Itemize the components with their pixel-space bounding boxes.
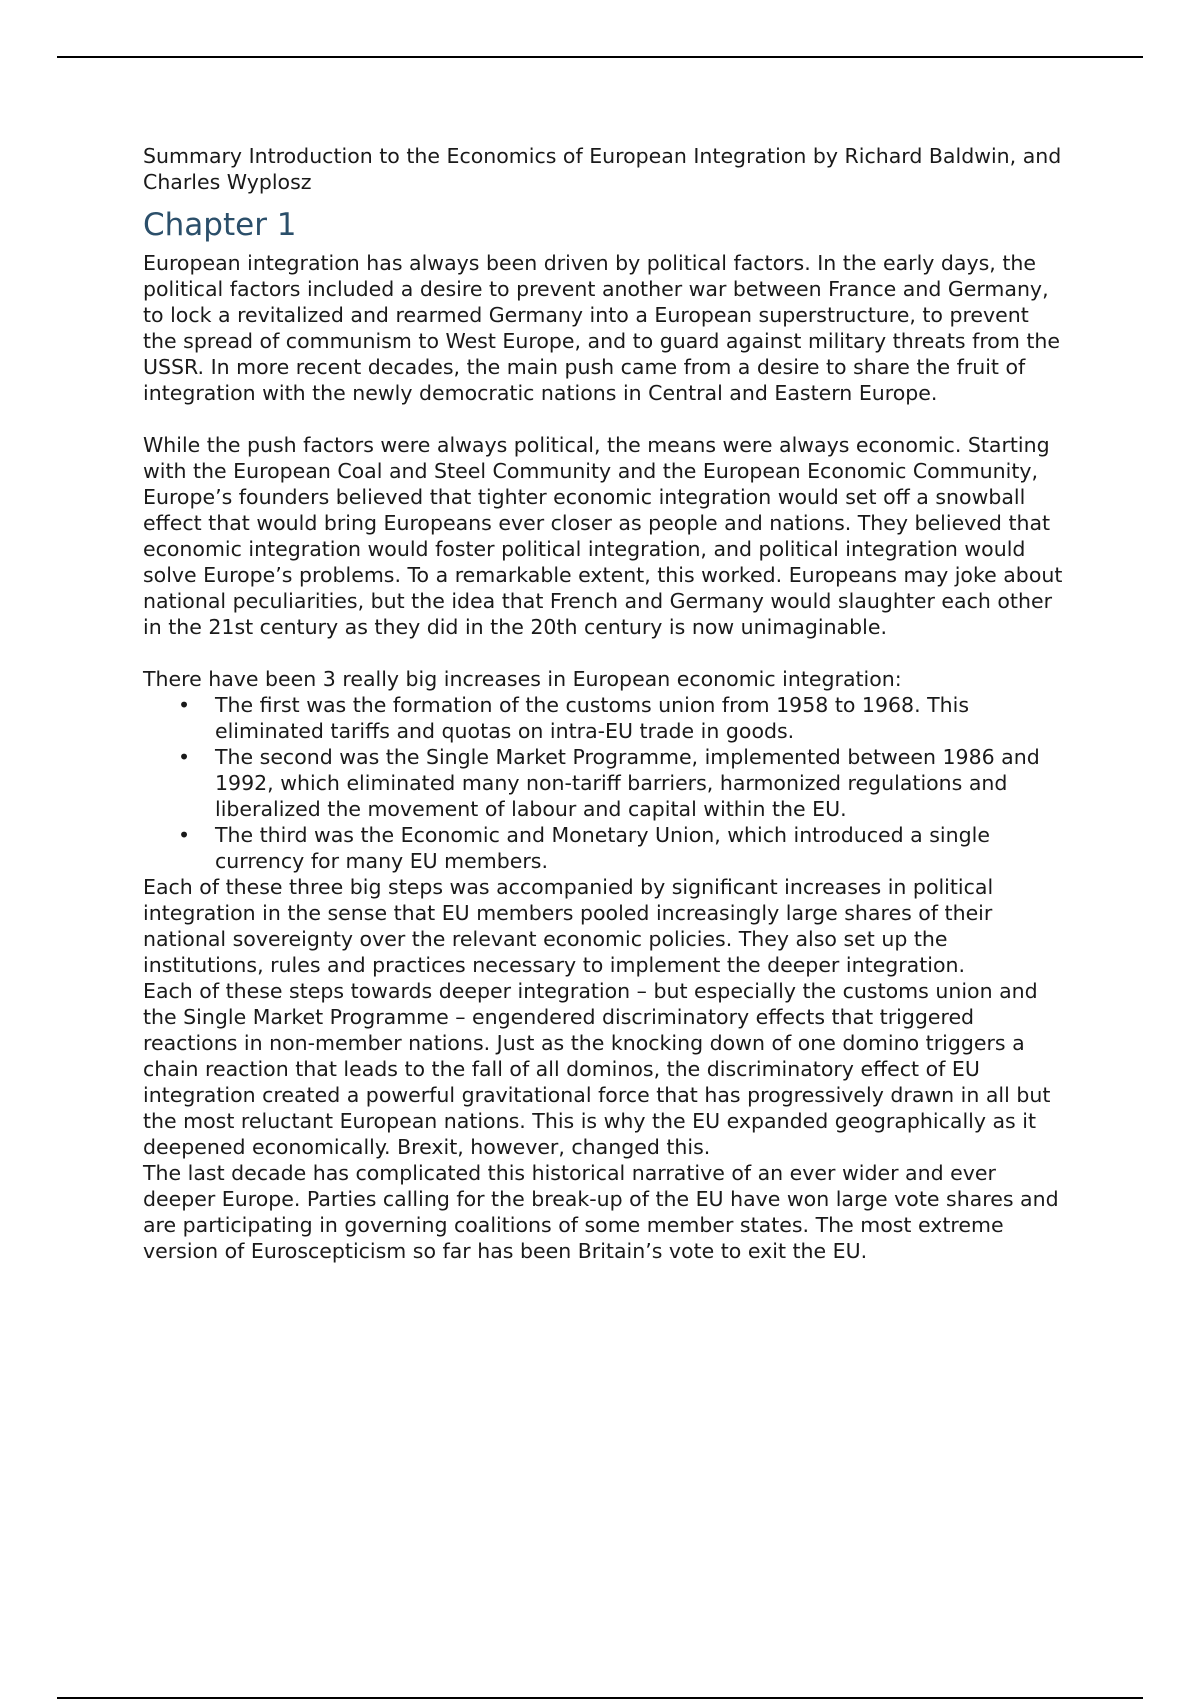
chapter-heading: Chapter 1 xyxy=(143,207,297,243)
paragraph-economic-means: While the push factors were always political, the means were always economic. Starting with the European Coal and Steel Community and the European Economic Community, Europe’s founders believed that tighter economic integration would set off a snowball effect that would bring Europeans ever closer as people and nations. They believed that economic integration would foster political integration, and political integration would solve Europe’s problems. To a remarkable extent, this worked. Europeans may joke about national peculiarities, but the idea that French and Germany would slaughter each other in the 21st century as they did in the 20th century is now unimaginable. xyxy=(143,433,1063,639)
document-title: Summary Introduction to the Economics of European Integration by Richard Baldwin, and Charles Wyplosz xyxy=(143,144,1062,194)
paragraph-political-factors: European integration has always been driven by political factors. In the early days, the political factors included a desire to prevent another war between France and Germany, to lock a revitalized and rearmed Germany into a European superstructure, to prevent the spread of communism to West Europe, and to guard against military threats from the USSR. In more recent decades, the main push came from a desire to share the fruit of integration with the newly democratic nations in Central and Eastern Europe. xyxy=(143,251,1060,405)
document-body xyxy=(143,143,1063,1264)
list-item: • The second was the Single Market Programme, implemented between 1986 and 1992, which eliminated many non-tariff barriers, harmonized regulations and liberalized the movement of labour and capital within the EU. xyxy=(215,744,1063,822)
integration-steps-list xyxy=(143,692,1063,874)
page-top-rule xyxy=(57,56,1143,58)
list-item: • The third was the Economic and Monetary Union, which introduced a single currency for many EU members. xyxy=(215,822,1063,874)
paragraph-discriminatory-effects: Each of these steps towards deeper integration – but especially the customs union and the Single Market Programme – engendered discriminatory effects that triggered reactions in non-member nations. Just as the knocking down of one domino triggers a chain reaction that leads to the fall of all dominos, the discriminatory effect of EU integration created a powerful gravitational force that has progressively drawn in all but the most reluctant European nations. This is why the EU expanded geographically as it deepened economically. Brexit, however, changed this. xyxy=(143,979,1051,1159)
page-bottom-rule xyxy=(57,1697,1143,1699)
paragraph-political-integration: Each of these three big steps was accompanied by significant increases in political integration in the sense that EU members pooled increasingly large shares of their national sovereignty over the relevant economic policies. They also set up the institutions, rules and practices necessary to implement the deeper integration. xyxy=(143,875,994,977)
paragraph-list-intro: There have been 3 really big increases in European economic integration: xyxy=(143,667,902,691)
list-item: • The first was the formation of the customs union from 1958 to 1968. This eliminated tariffs and quotas on intra-EU trade in goods. xyxy=(215,692,1063,744)
paragraph-euroscepticism: The last decade has complicated this historical narrative of an ever wider and ever deeper Europe. Parties calling for the break-up of the EU have won large vote shares and are participating in governing coalitions of some member states. The most extreme version of Euroscepticism so far has been Britain’s vote to exit the EU. xyxy=(143,1161,1059,1263)
